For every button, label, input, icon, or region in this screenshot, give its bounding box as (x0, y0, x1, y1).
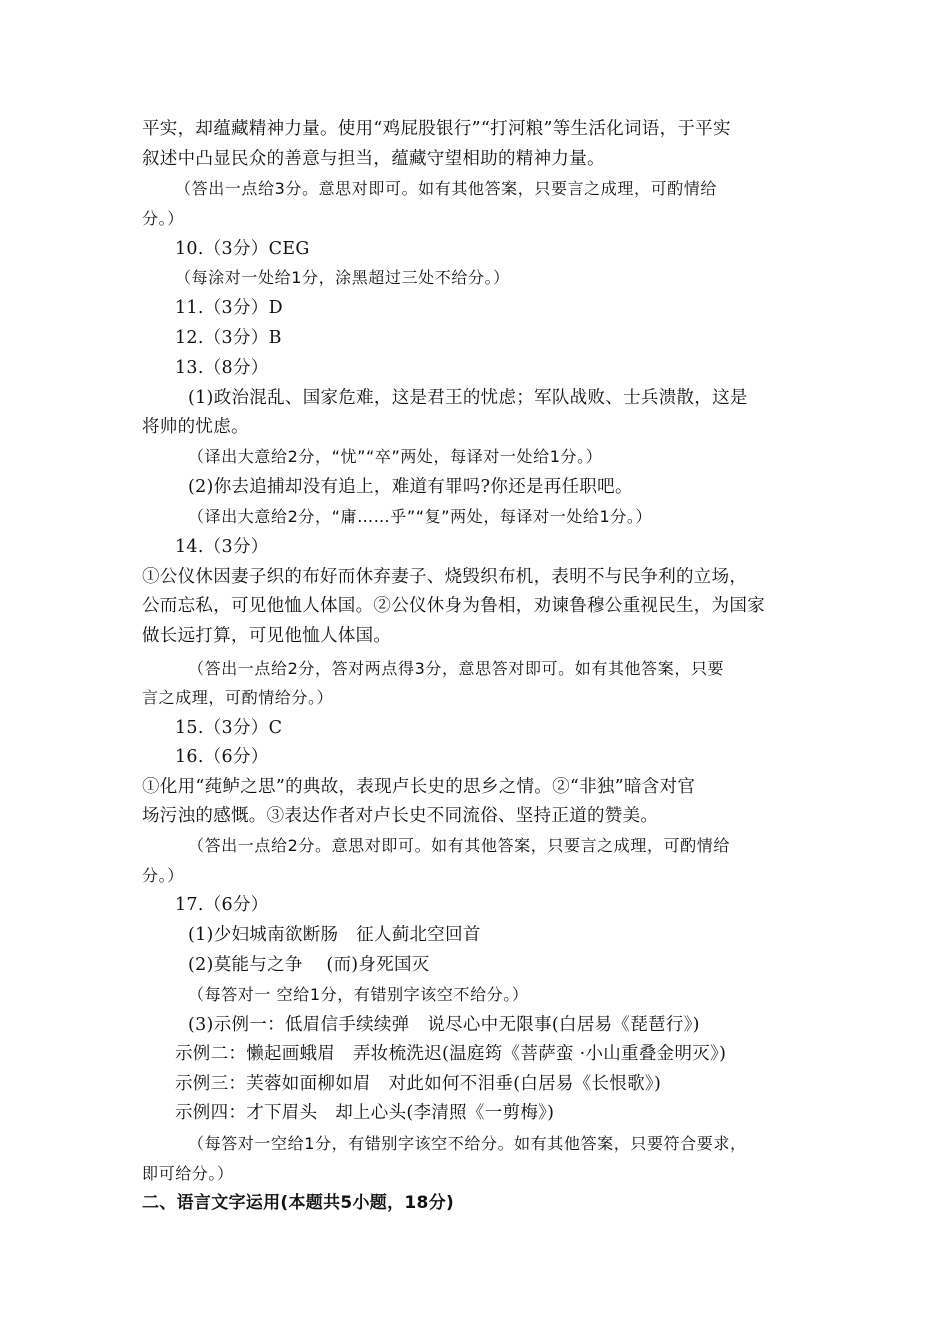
scoring-note-9-line-1: （答出一点给3分。意思对即可。如有其他答案，只要言之成理，可酌情给 (175, 179, 717, 198)
answer-17-3-example-1: (3)示例一：低眉信手续续弹 说尽心中无限事(白居易《琵琶行》) (188, 1015, 700, 1035)
answer-16-heading: 16.（6分） (175, 747, 269, 767)
answer-10: 10.（3分）CEG (175, 239, 310, 259)
answer-17-3-example-2: 示例二：懒起画蛾眉 弄妆梳洗迟(温庭筠《菩萨蛮 ·小山重叠金明灭》) (175, 1044, 727, 1064)
answer-9-text-line-1: 平实，却蕴藏精神力量。使用“鸡屁股银行”“打河粮”等生活化词语，于平实 (142, 119, 731, 139)
answer-17-3-example-3: 示例三：芙蓉如面柳如眉 对此如何不泪垂(白居易《长恨歌》) (175, 1074, 662, 1094)
scoring-note-14-line-2: 言之成理，可酌情给分。） (142, 688, 334, 707)
answer-14-heading: 14.（3分） (175, 537, 269, 557)
scoring-note-17-2: （每答对一 空给1分，有错别字该空不给分。） (188, 985, 529, 1004)
scoring-note-13-1: （译出大意给2分，“忧”“卒”两处，每译对一处给1分。） (188, 447, 603, 466)
answer-16-line-1: ①化用“莼鲈之思”的典故，表现卢长史的思乡之情。②“非独”暗含对官 (142, 777, 696, 797)
scoring-note-13-2: （译出大意给2分，“庸……乎”“复”两处，每译对一处给1分。） (188, 507, 653, 526)
scoring-note-14-line-1: （答出一点给2分，答对两点得3分，意思答对即可。如有其他答案，只要 (188, 659, 725, 678)
answer-14-line-2: 公而忘私，可见他恤人体国。②公仪休身为鲁相，劝谏鲁穆公重视民生，为国家 (142, 596, 765, 616)
answer-13-heading: 13.（8分） (175, 358, 269, 378)
answer-14-line-3: 做长远打算，可见他恤人体国。 (142, 626, 392, 646)
answer-15: 15.（3分）C (175, 718, 283, 738)
scoring-note-17-3-line-1: （每答对一空给1分，有错别字该空不给分。如有其他答案，只要符合要求， (188, 1134, 747, 1153)
scoring-note-9-line-2: 分。） (142, 209, 184, 228)
scoring-note-16-line-2: 分。） (142, 866, 184, 885)
answer-14-line-1: ①公仪休因妻子织的布好而休弃妻子、烧毁织布机，表明不与民争利的立场， (142, 567, 748, 587)
scoring-note-17-3-line-2: 即可给分。） (142, 1164, 234, 1183)
answer-17-heading: 17.（6分） (175, 895, 269, 915)
answer-17-3-example-4: 示例四：才下眉头 却上心头(李清照《一剪梅》) (175, 1103, 555, 1123)
answer-13-1-line-2: 将帅的忧虑。 (142, 417, 249, 437)
answer-13-1-line-1: (1)政治混乱、国家危难，这是君王的忧虑；军队战败、士兵溃散，这是 (188, 388, 748, 408)
answer-17-2: (2)莫能与之争 (而)身死国灭 (188, 955, 430, 975)
answer-9-text-line-2: 叙述中凸显民众的善意与担当，蕴藏守望相助的精神力量。 (142, 149, 605, 169)
answer-17-1: (1)少妇城南欲断肠 征人蓟北空回首 (188, 925, 481, 945)
answer-11: 11.（3分）D (175, 298, 283, 318)
section-2-heading: 二、语言文字运用(本题共5小题，18分) (142, 1193, 455, 1213)
answer-12: 12.（3分）B (175, 328, 282, 348)
scoring-note-10: （每涂对一处给1分，涂黑超过三处不给分。） (175, 268, 510, 287)
answer-13-2: (2)你去追捕却没有追上，难道有罪吗?你还是再任职吧。 (188, 477, 633, 497)
answer-16-line-2: 场污浊的感慨。③表达作者对卢长史不同流俗、坚持正道的赞美。 (142, 806, 659, 826)
scoring-note-16-line-1: （答出一点给2分。意思对即可。如有其他答案，只要言之成理，可酌情给 (188, 836, 730, 855)
